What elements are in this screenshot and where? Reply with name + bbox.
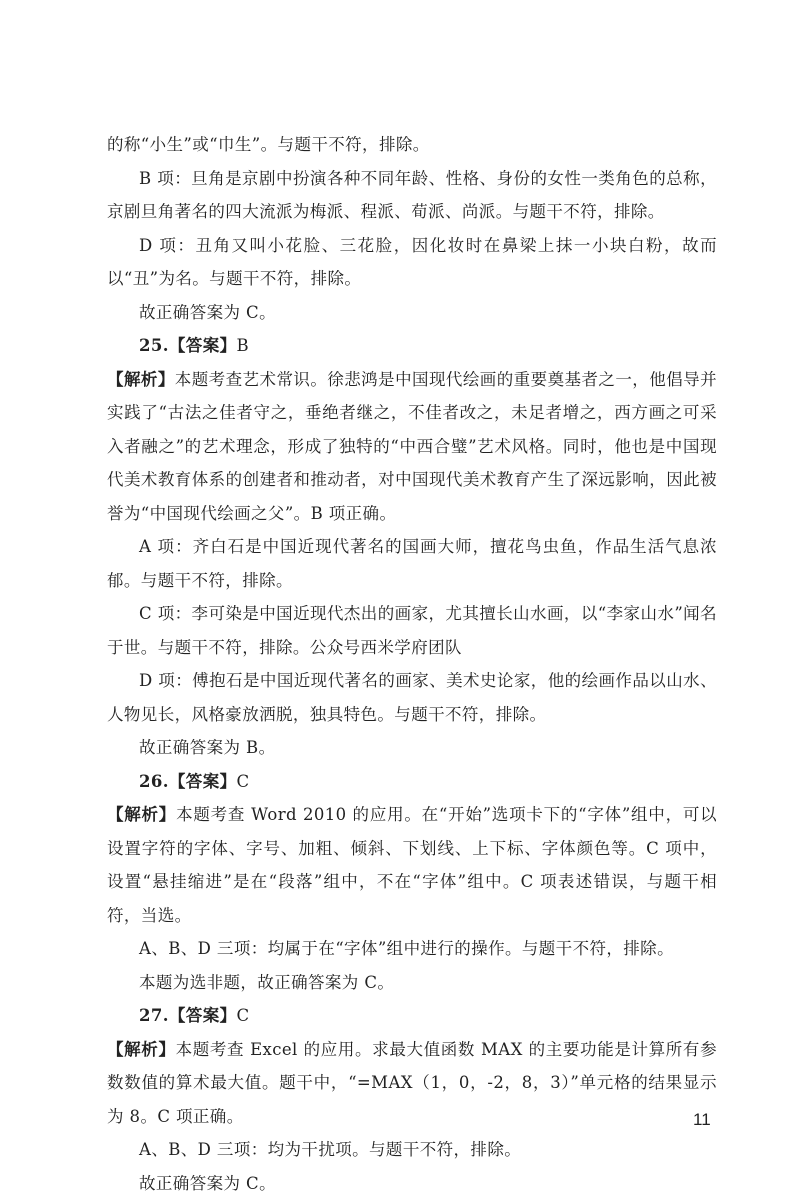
paragraph-text: 本题为选非题，故正确答案为 C。 bbox=[139, 973, 394, 992]
paragraph-text: D 项：丑角又叫小花脸、三花脸，因化妆时在鼻梁上抹一小块白粉，故而以“丑”为名。与题干不符，排除。 bbox=[107, 236, 717, 289]
paragraph-text: D 项：傅抱石是中国近现代著名的画家、美术史论家，他的绘画作品以山水、人物见长，风格豪放洒脱，独具特色。与题干不符，排除。 bbox=[107, 671, 717, 724]
paragraph-conclusion bbox=[107, 966, 717, 1000]
paragraph-text: 故正确答案为 C。 bbox=[139, 1174, 276, 1193]
answer-heading-27 bbox=[107, 999, 717, 1033]
page-content bbox=[107, 128, 717, 1200]
answer-value: B bbox=[237, 336, 250, 355]
paragraph-conclusion bbox=[107, 296, 717, 330]
answer-value: C bbox=[237, 1006, 250, 1025]
answer-label: 26.【答案】 bbox=[139, 772, 237, 791]
paragraph-text: 故正确答案为 C。 bbox=[139, 303, 276, 322]
paragraph-text: 的称“小生”或“巾生”。与题干不符，排除。 bbox=[107, 135, 430, 154]
paragraph-text: C 项：李可染是中国近现代杰出的画家，尤其擅长山水画，以“李家山水”闻名于世。与题干不符，排除。公众号西米学府团队 bbox=[107, 604, 717, 657]
paragraph-option-d bbox=[107, 229, 717, 296]
paragraph-text: B 项：旦角是京剧中扮演各种不同年龄、性格、身份的女性一类角色的总称，京剧旦角著名的四大流派为梅派、程派、荀派、尚派。与题干不符，排除。 bbox=[107, 169, 717, 222]
analysis-text: 本题考查艺术常识。徐悲鸿是中国现代绘画的重要奠基者之一，他倡导并实践了“古法之佳者守之，垂绝者继之，不佳者改之，未足者增之，西方画之可采入者融之”的艺术理念，形成了独特的“中西合璧”艺术风格。同时，他也是中国现代美术教育体系的创建者和推动者，对中国现代美术教育产生了深远影响，因此被誉为“中国现代绘画之父”。B 项正确。 bbox=[107, 370, 717, 523]
paragraph-text: A 项：齐白石是中国近现代著名的国画大师，擅花鸟虫鱼，作品生活气息浓郁。与题干不符，排除。 bbox=[107, 537, 717, 590]
analysis-paragraph-26 bbox=[107, 798, 717, 932]
analysis-label: 【解析】 bbox=[107, 370, 175, 389]
analysis-paragraph-27 bbox=[107, 1033, 717, 1134]
analysis-text: 本题考查 Word 2010 的应用。在“开始”选项卡下的“字体”组中，可以设置字符的字体、字号、加粗、倾斜、下划线、上下标、字体颜色等。C 项中，设置“悬挂缩进”是在“段落”组中，不在“字体”组中。C 项表述错误，与题干相符，当选。 bbox=[107, 805, 717, 925]
answer-value: C bbox=[237, 772, 250, 791]
answer-heading-26 bbox=[107, 765, 717, 799]
analysis-label: 【解析】 bbox=[107, 805, 176, 824]
paragraph-options-abd bbox=[107, 932, 717, 966]
paragraph-continuation bbox=[107, 128, 717, 162]
paragraph-options-abd bbox=[107, 1133, 717, 1167]
paragraph-conclusion bbox=[107, 1167, 717, 1200]
paragraph-conclusion bbox=[107, 731, 717, 765]
paragraph-option-d bbox=[107, 664, 717, 731]
paragraph-option-b bbox=[107, 162, 717, 229]
answer-heading-25 bbox=[107, 329, 717, 363]
answer-label: 27.【答案】 bbox=[139, 1006, 237, 1025]
paragraph-option-c bbox=[107, 597, 717, 664]
analysis-text: 本题考查 Excel 的应用。求最大值函数 MAX 的主要功能是计算所有参数数值的算术最大值。题干中，“=MAX（1，0，-2，8，3）”单元格的结果显示为 8。C 项正确。 bbox=[107, 1040, 717, 1126]
paragraph-text: A、B、D 三项：均属于在“字体”组中进行的操作。与题干不符，排除。 bbox=[139, 939, 674, 958]
paragraph-text: A、B、D 三项：均为干扰项。与题干不符，排除。 bbox=[139, 1140, 521, 1159]
analysis-paragraph-25 bbox=[107, 363, 717, 531]
page-number: 11 bbox=[693, 1110, 711, 1130]
paragraph-option-a bbox=[107, 530, 717, 597]
paragraph-text: 故正确答案为 B。 bbox=[139, 738, 275, 757]
answer-label: 25.【答案】 bbox=[139, 336, 237, 355]
analysis-label: 【解析】 bbox=[107, 1040, 176, 1059]
